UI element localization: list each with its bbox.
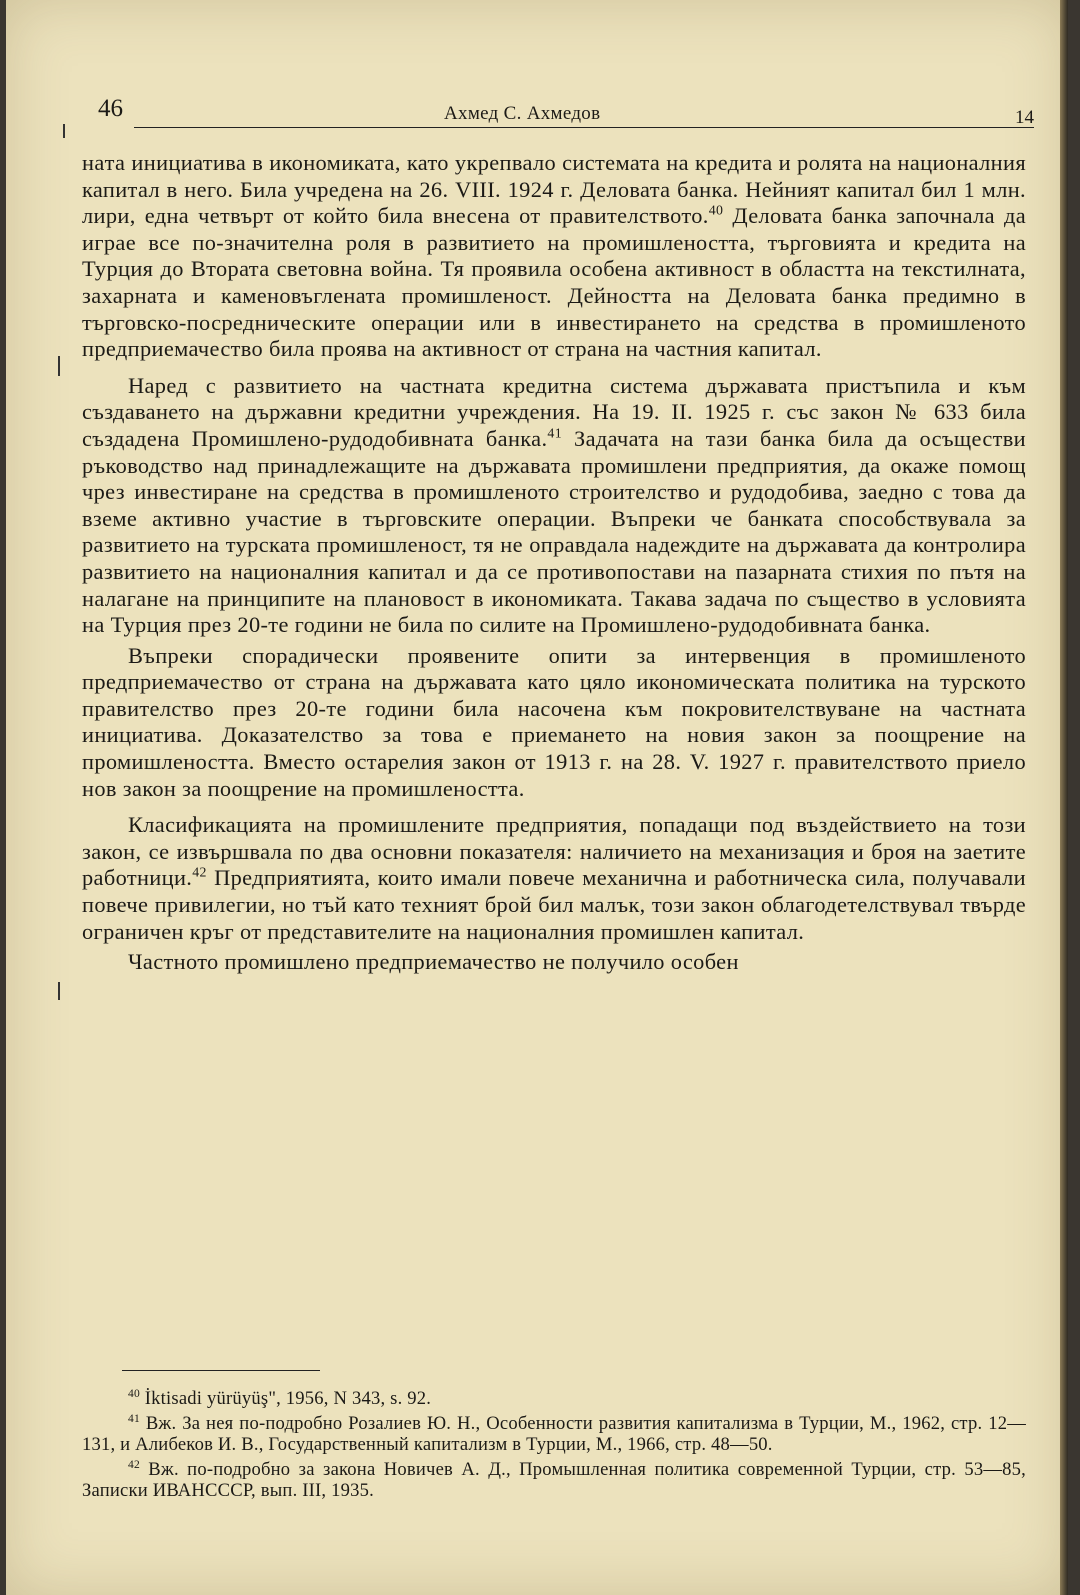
page-header (98, 95, 1034, 133)
paragraph: Класификацията на промишлените предприятия, попадащи под въздействието на този закон, се извършвала по два основни показателя: наличието на механизация и броя на заетите работници.$^{42}$ Предприятията, които имали повече механична и работническа сила, получавали повече привилегии, но тъй като техният брой бил малък, този закон облагодетелствувал твърде ограничен кръг от представителите на националния промишлен капитал. (82, 812, 1026, 944)
paragraph: нaта инициатива в икономиката, като укрепвало системата на кредита и ролята на националния капитал в него. Била учредена на 26. VIII. 1924 г. Деловата банка. Нейният капитал бил 1 млн. лири, една четвърт от който била внесена от правителството.$^{40}$ Деловата банка започнала да играе все по-значителна роля в развитието на промишлеността, търговията и кредита на Турция до Втората световна война. Тя проявила особена активност в областта на текстилната, захарната и каменовъгленатa промишленост. Дейността на Деловата банка предимно в търговско-посредническите операции или в инвестирането на средства в промишленото предприемачество била проява на активност от страна на частния капитал. (82, 150, 1026, 362)
footnote-mark: 41 (128, 1412, 140, 1425)
header-rule (134, 127, 1034, 128)
page-number: 46 (98, 95, 123, 122)
footnote: $^{40}$ İktisadi yürüyüş", 1956, N 343, s. 92. (128, 1387, 432, 1409)
margin-mark (58, 982, 60, 1000)
footnotes (82, 1388, 1026, 1505)
footnote-ref: 41 (547, 426, 562, 442)
footnote: $^{41}$ Вж. За нея по-подробно Розалиев Ю. Н., Особенности развития капитализма в Турции, М., 1962, стр. 12—131, и Алибеков И. В., Государственный капитализм в Турции, М., 1966, стр. 48—50. (82, 1412, 1026, 1456)
running-title: Ахмед С. Ахмедов (444, 103, 601, 124)
paragraph: Наред с развитието на частната кредитна система държавата пристъпила и към създаването на държавни кредитни учреждения. На 19. II. 1925 г. със закон № 633 била създадена Промишлено-рудодобивната банка.$^{41}$ Задачата на тази банка била да осъществи ръководство над принадлежащите на държавата промишлени предприятия, да окаже помощ чрез инвестиране на средства в промишленото строителство и рудодобива, заедно с това да вземе активно участие в търговските операции. Въпреки че банката способствувала за развитието на турската промишленост, тя не оправдала надеждите на държавата да контролира развитието на националния капитал и да се противопостави на пазарната стихия по пътя на налагане на принципите на плановост в икономиката. Такава задача по същество в условията на Турция през 20-те години не била по силите на Промишлено-рудодобивната банка. (82, 372, 1026, 638)
footnote-mark: 40 (128, 1387, 140, 1400)
footnote-mark: 42 (128, 1458, 140, 1471)
footnote-ref: 42 (192, 865, 207, 881)
margin-mark (58, 356, 60, 376)
footnote-ref: 40 (708, 203, 724, 219)
page-edge (1060, 0, 1068, 1595)
footnote: $^{42}$ Вж. по-подробно за закона Новичев А. Д., Промышленная политика современной Турции, стр. 53—85, Записки ИВАНСССР, вып. III, 1935. (82, 1458, 1026, 1502)
book-page (6, 0, 1068, 1595)
footnote-rule (122, 1370, 320, 1371)
signature-mark: 14 (1015, 107, 1034, 128)
margin-mark (63, 124, 65, 138)
body-text (82, 150, 1026, 976)
paragraph: Частното промишлено предприемачество не получило особен (128, 949, 739, 975)
paragraph: Въпреки спорадически проявените опити за интервенция в промишленото предприемачество от страна на държавата като цяло икономическата политика на турското правителство през 20-те години била насочена към покровителствуване на частната инициатива. Доказателство за това е приемането на новия закон за поощрение на промишлеността. Вместо остарелия закон от 1913 г. на 28. V. 1927 г. правителството приело нов закон за поощрение на промишлеността. (82, 642, 1026, 801)
